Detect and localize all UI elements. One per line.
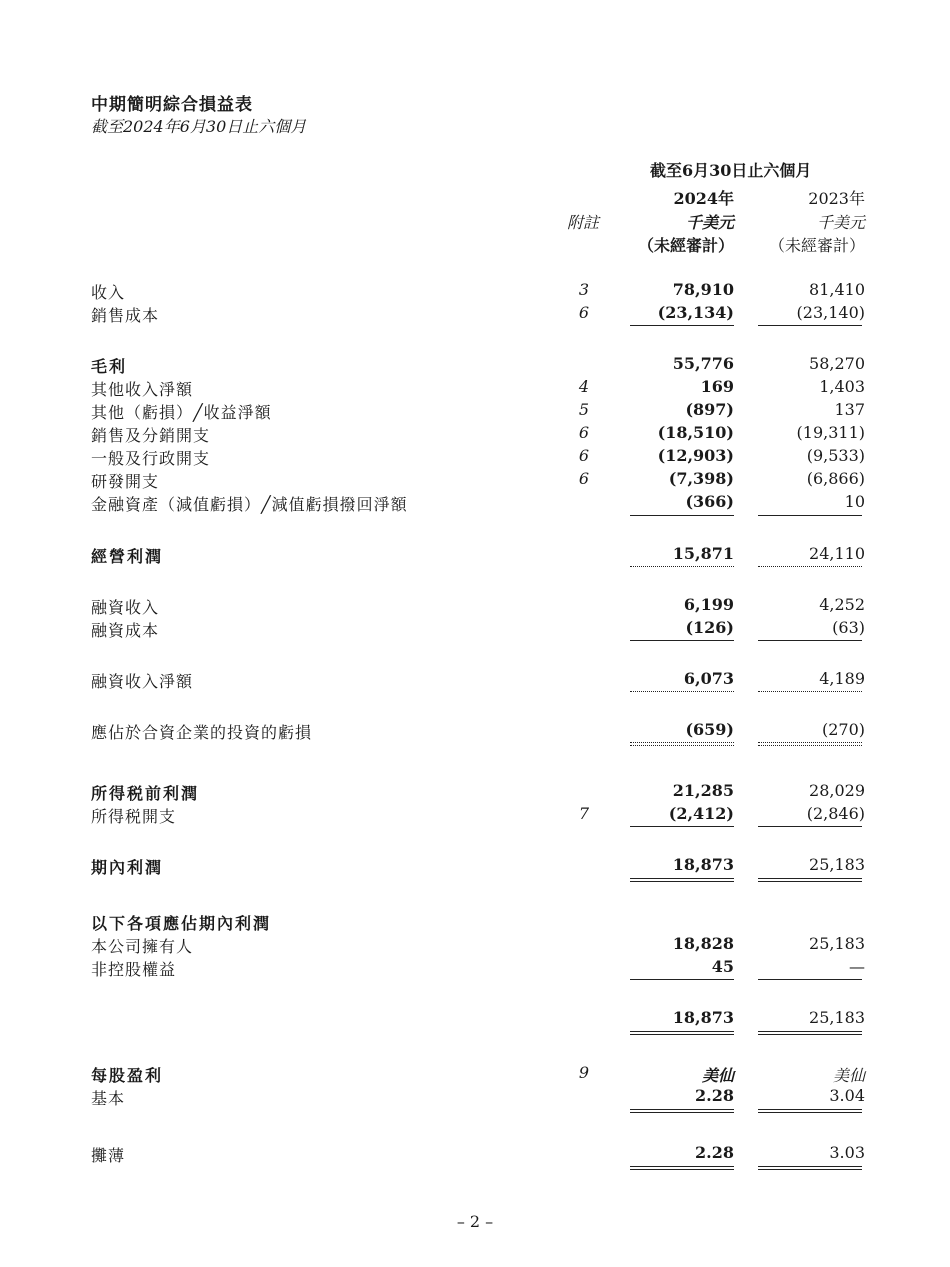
total-rule (758, 1112, 862, 1113)
table-row (0, 855, 950, 877)
table-row (0, 303, 950, 325)
total-rule (630, 881, 734, 882)
row-label: 銷售成本 (91, 306, 160, 325)
subtotal-rule (758, 515, 862, 516)
row-label: 應佔於合資企業的投資的虧損 (91, 723, 313, 742)
value-2023: (2,846) (806, 804, 865, 823)
table-row (0, 469, 950, 491)
table-row (0, 1063, 950, 1085)
table-row (0, 669, 950, 691)
subtotal-rule (630, 826, 734, 827)
value-2024: 78,910 (672, 280, 734, 299)
statement-title: 中期簡明綜合損益表 (91, 95, 253, 115)
table-row (0, 595, 950, 617)
value-2024: 15,871 (672, 544, 734, 563)
dotted-rule (758, 566, 862, 567)
total-rule (630, 1034, 734, 1035)
value-2023: (270) (821, 720, 865, 739)
value-2023: 3.03 (829, 1143, 865, 1162)
value-2024: (366) (685, 492, 734, 511)
subtotal-rule (630, 979, 734, 980)
row-label: 所得税開支 (91, 807, 177, 826)
value-2024: 18,873 (672, 1008, 734, 1027)
value-2023: (9,533) (806, 446, 865, 465)
row-label: 研發開支 (91, 472, 160, 491)
total-rule (758, 878, 862, 879)
row-label: 其他收入淨額 (91, 380, 194, 399)
value-2024: (18,510) (657, 423, 734, 442)
dotted-rule (758, 691, 862, 692)
statement-subtitle: 截至2024年6月30日止六個月 (91, 117, 307, 136)
value-2023: 25,183 (809, 1008, 865, 1027)
row-label: 每股盈利 (91, 1066, 164, 1085)
value-2024: 6,199 (683, 595, 734, 614)
audit-2023-header: （未經審計） (768, 236, 865, 255)
value-2024: (126) (685, 618, 734, 637)
total-rule (758, 1166, 862, 1167)
dotted-rule (758, 745, 862, 746)
total-rule (758, 1169, 862, 1170)
unit-2024-header: 千美元 (685, 213, 734, 232)
value-2023: (23,140) (796, 303, 865, 322)
table-row (0, 377, 950, 399)
value-2023: 58,270 (809, 354, 865, 373)
value-2024: (12,903) (657, 446, 734, 465)
unit-2023-header: 千美元 (816, 213, 865, 232)
row-note: 4 (578, 377, 590, 396)
value-2023: 3.04 (829, 1086, 865, 1105)
value-2023: (19,311) (796, 423, 865, 442)
table-row (0, 1086, 950, 1108)
value-2024: 21,285 (672, 781, 734, 800)
total-rule (630, 1112, 734, 1113)
row-note: 6 (578, 303, 590, 322)
total-rule (630, 1031, 734, 1032)
table-row (0, 544, 950, 566)
year-2024-header: 2024年 (673, 189, 734, 208)
table-row (0, 446, 950, 468)
value-2024: 55,776 (672, 354, 734, 373)
page-number: – 2 – (456, 1212, 494, 1231)
value-2023: (63) (832, 618, 865, 637)
dotted-rule (630, 742, 734, 743)
value-2024: 美仙 (701, 1066, 734, 1085)
value-2024: 18,828 (672, 934, 734, 953)
row-label: 攤薄 (91, 1146, 126, 1165)
value-2023: 4,189 (819, 669, 865, 688)
row-label: 收入 (91, 283, 126, 302)
total-rule (758, 1031, 862, 1032)
value-2023: — (849, 957, 865, 976)
table-row (0, 354, 950, 376)
table-row (0, 280, 950, 302)
value-2024: 18,873 (672, 855, 734, 874)
row-note: 9 (578, 1063, 590, 1082)
row-note: 5 (578, 400, 590, 419)
subtotal-rule (758, 826, 862, 827)
value-2024: (659) (685, 720, 734, 739)
table-row (0, 957, 950, 979)
value-2024: (2,412) (668, 804, 734, 823)
table-row (0, 618, 950, 640)
value-2024: (7,398) (668, 469, 734, 488)
table-row (0, 804, 950, 826)
table-row (0, 781, 950, 803)
value-2023: 28,029 (809, 781, 865, 800)
table-row (0, 911, 950, 933)
dotted-rule (630, 745, 734, 746)
value-2024: (897) (685, 400, 734, 419)
value-2024: (23,134) (657, 303, 734, 322)
value-2024: 6,073 (683, 669, 734, 688)
total-rule (758, 1034, 862, 1035)
subtotal-rule (630, 325, 734, 326)
table-row (0, 934, 950, 956)
row-note: 6 (578, 423, 590, 442)
row-label: 期內利潤 (91, 858, 164, 877)
value-2023: 美仙 (832, 1066, 865, 1085)
row-note: 7 (578, 804, 590, 823)
value-2023: 1,403 (819, 377, 865, 396)
value-2023: 25,183 (809, 855, 865, 874)
audit-2024-header: （未經審計） (637, 236, 734, 255)
dotted-rule (630, 566, 734, 567)
total-rule (630, 1166, 734, 1167)
value-2023: 10 (844, 492, 865, 511)
period-header: 截至6月30日止六個月 (650, 161, 812, 180)
subtotal-rule (758, 325, 862, 326)
dotted-rule (758, 742, 862, 743)
value-2023: 137 (834, 400, 865, 419)
table-row (0, 400, 950, 422)
table-row (0, 720, 950, 742)
table-row (0, 492, 950, 514)
row-label: 經營利潤 (91, 547, 164, 566)
value-2024: 169 (700, 377, 734, 396)
value-2024: 2.28 (695, 1086, 734, 1105)
subtotal-rule (758, 979, 862, 980)
value-2023: (6,866) (806, 469, 865, 488)
row-label: 一般及行政開支 (91, 449, 211, 468)
row-label: 以下各項應佔期內利潤 (91, 914, 272, 933)
row-label: 金融資產（減值虧損）╱減值虧損撥回淨額 (91, 495, 408, 514)
value-2023: 81,410 (809, 280, 865, 299)
note-column-header: 附註 (567, 213, 600, 232)
row-label: 所得税前利潤 (91, 784, 200, 803)
row-note: 6 (578, 446, 590, 465)
value-2023: 4,252 (819, 595, 865, 614)
dotted-rule (630, 691, 734, 692)
row-note: 6 (578, 469, 590, 488)
value-2023: 24,110 (809, 544, 865, 563)
subtotal-rule (758, 640, 862, 641)
row-note: 3 (578, 280, 590, 299)
row-label: 融資成本 (91, 621, 160, 640)
total-rule (630, 1109, 734, 1110)
table-row (0, 1143, 950, 1165)
total-rule (758, 1109, 862, 1110)
row-label: 基本 (91, 1089, 126, 1108)
row-label: 融資收入淨額 (91, 672, 194, 691)
table-row (0, 423, 950, 445)
value-2024: 2.28 (695, 1143, 734, 1162)
row-label: 非控股權益 (91, 960, 177, 979)
total-rule (630, 878, 734, 879)
table-row (0, 1008, 950, 1030)
row-label: 其他（虧損）╱收益淨額 (91, 403, 272, 422)
total-rule (758, 881, 862, 882)
value-2023: 25,183 (809, 934, 865, 953)
total-rule (630, 1169, 734, 1170)
year-2023-header: 2023年 (808, 189, 865, 208)
row-label: 融資收入 (91, 598, 160, 617)
row-label: 本公司擁有人 (91, 937, 194, 956)
value-2024: 45 (711, 957, 734, 976)
row-label: 毛利 (91, 357, 128, 376)
row-label: 銷售及分銷開支 (91, 426, 211, 445)
subtotal-rule (630, 515, 734, 516)
subtotal-rule (630, 640, 734, 641)
